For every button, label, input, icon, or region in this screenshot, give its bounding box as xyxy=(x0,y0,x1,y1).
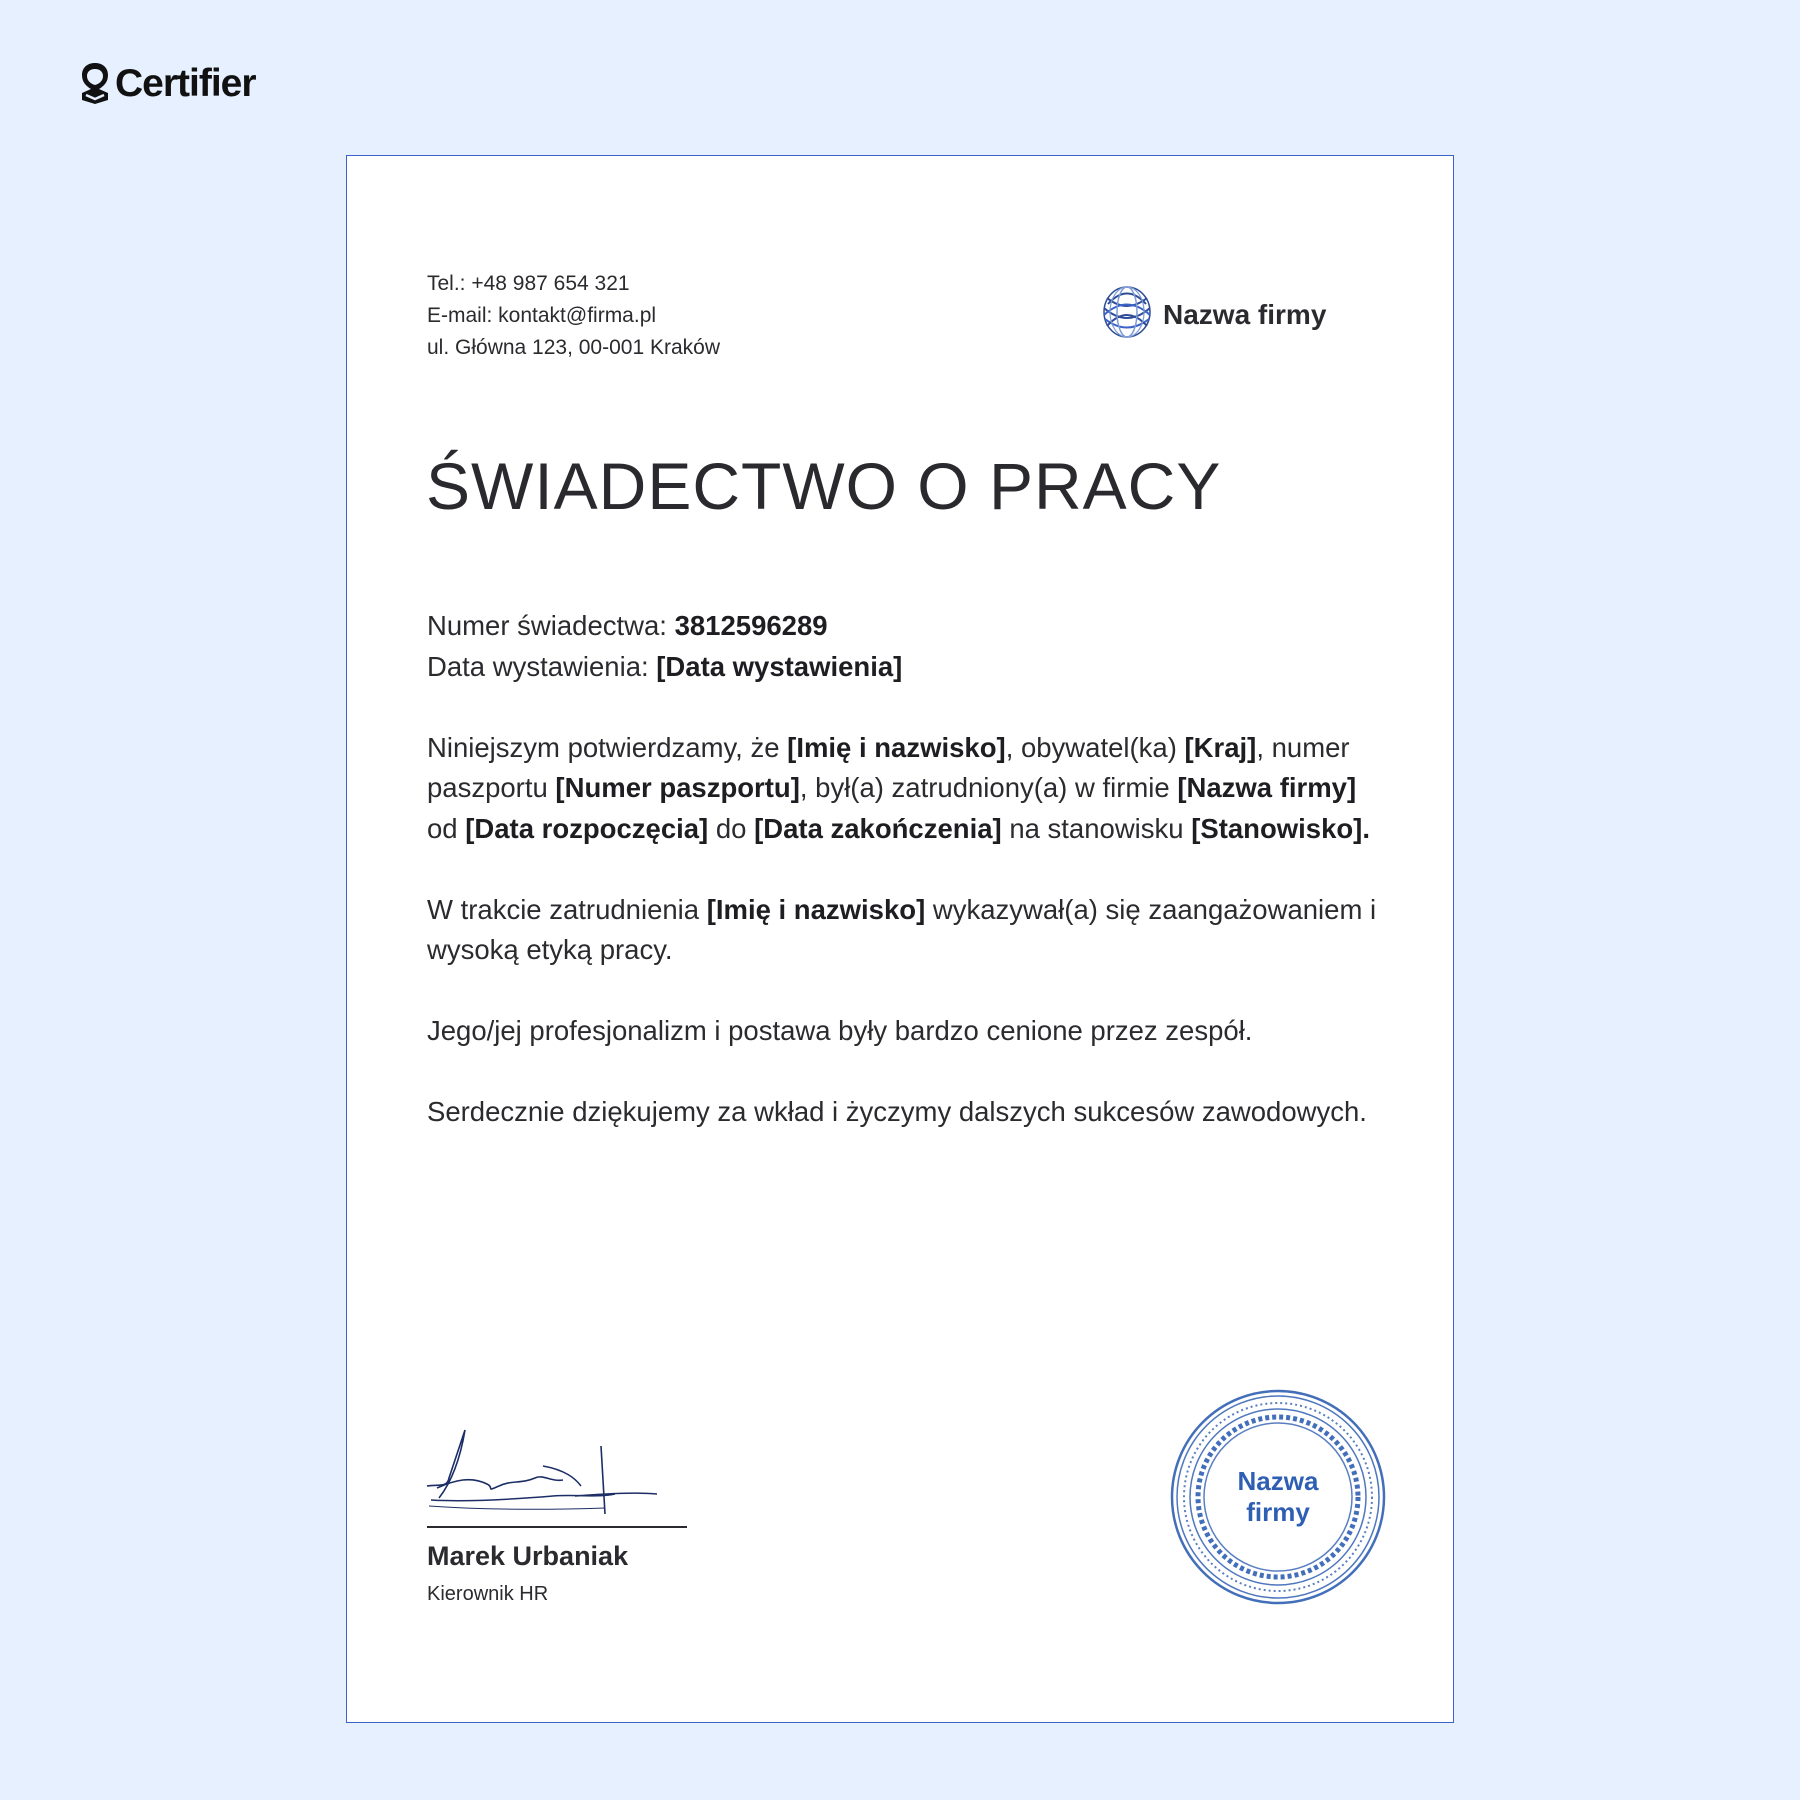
number-label: Numer świadectwa: xyxy=(427,610,667,641)
certifier-brand xyxy=(78,60,256,106)
signer-name: Marek Urbaniak xyxy=(427,1541,629,1571)
text-segment: , obywatel(ka) xyxy=(1005,731,1177,763)
company-stamp xyxy=(1167,1386,1389,1608)
field-name: [Imię i nazwisko] xyxy=(706,893,926,925)
field-passport: [Numer paszportu] xyxy=(555,772,800,803)
text-segment: na stanowisku xyxy=(1009,812,1184,844)
text-segment: W trakcie zatrudnienia xyxy=(427,893,700,925)
text-segment: wykazywał(a) się zaangażowaniem i wysoką etyką pracy. xyxy=(427,893,1377,965)
stamp-line-2: firmy xyxy=(1246,1497,1310,1527)
paragraph-engagement xyxy=(427,890,1377,971)
contact-address: ul. Główna 123, 00-001 Kraków xyxy=(427,336,721,359)
text-segment: Niniejszym potwierdzamy, że xyxy=(427,731,780,763)
text-segment: , numer paszportu xyxy=(427,731,1350,803)
contact-info xyxy=(427,268,720,364)
page-title: ŚWIADECTWO O PRACY xyxy=(426,449,1222,523)
certificate-meta xyxy=(427,606,1377,687)
certificate-body xyxy=(427,606,1377,1173)
certificate-sheet xyxy=(346,155,1454,1723)
company-name: Nazwa firmy xyxy=(1163,298,1327,330)
paragraph-professionalism: Jego/jej profesjonalizm i postawa były bardzo cenione przez zespół. xyxy=(427,1015,1253,1046)
paragraph-employment xyxy=(427,728,1377,850)
brand-name: Certifier xyxy=(115,61,256,105)
company-logo xyxy=(1101,284,1326,345)
field-country: [Kraj] xyxy=(1184,731,1257,763)
contact-email: E-mail: kontakt@firma.pl xyxy=(427,304,657,327)
field-name: [Imię i nazwisko] xyxy=(787,731,1006,763)
contact-phone: Tel.: +48 987 654 321 xyxy=(427,272,630,295)
stamp-line-1: Nazwa xyxy=(1237,1466,1319,1496)
paragraph-thanks: Serdecznie dziękujemy za wkład i życzymy dalszych sukcesów zawodowych. xyxy=(427,1096,1367,1127)
field-end-date: [Data zakończenia] xyxy=(754,812,1002,844)
text-segment: do xyxy=(715,812,747,844)
text-segment: od xyxy=(427,812,458,844)
stamp-text xyxy=(1167,1386,1389,1608)
field-company: [Nazwa firmy] xyxy=(1177,772,1357,803)
signer-role: Kierownik HR xyxy=(427,1583,549,1605)
field-start-date: [Data rozpoczęcia] xyxy=(465,812,709,844)
signature-line xyxy=(427,1526,687,1528)
number-value: 3812596289 xyxy=(674,610,828,641)
date-label: Data wystawienia: xyxy=(427,650,649,682)
certifier-logo-icon xyxy=(78,60,112,106)
text-segment: , był(a) zatrudniony(a) w firmie xyxy=(799,772,1170,803)
signature-image xyxy=(425,1418,665,1518)
date-value: [Data wystawienia] xyxy=(656,650,903,682)
field-position: [Stanowisko]. xyxy=(1191,812,1370,844)
globe-icon xyxy=(1101,284,1153,345)
